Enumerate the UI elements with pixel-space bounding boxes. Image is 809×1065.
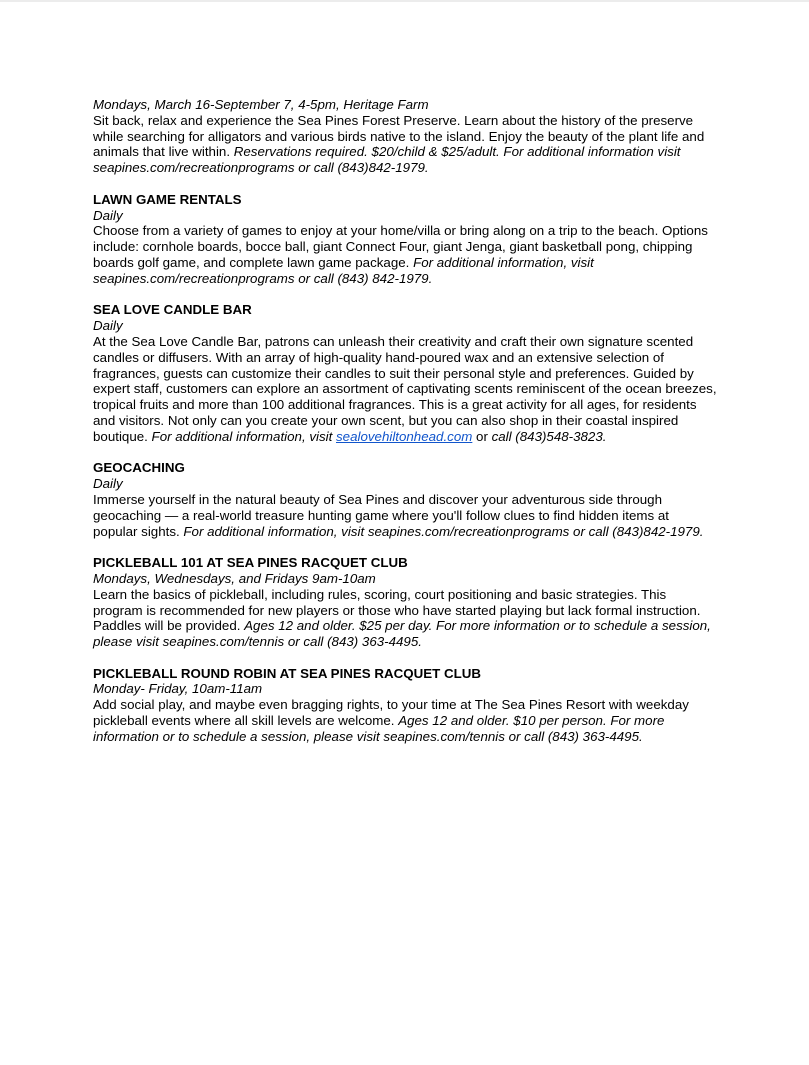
text-run: For additional information, visit — [151, 428, 336, 444]
text-run: Reservations required. $20/child & $25/adult. For additional information visit seapines.com/recreationprograms or call (843)842-1979. — [93, 144, 681, 176]
section-forest-preserve-tour — [93, 97, 717, 176]
section-body — [93, 587, 717, 650]
section-heading: LAWN GAME RENTALS — [93, 191, 242, 207]
section-body — [93, 113, 717, 176]
section-schedule: Mondays, March 16-September 7, 4-5pm, Heritage Farm — [93, 97, 429, 112]
section-geocaching — [93, 460, 717, 539]
section-schedule: Daily — [93, 318, 123, 334]
document-content — [93, 97, 717, 745]
section-heading: GEOCACHING — [93, 460, 185, 476]
section-schedule: Mondays, Wednesdays, and Fridays 9am-10am — [93, 570, 376, 586]
text-run: At the Sea Love Candle Bar, patrons can unleash their creativity and craft their own signature scented candles or diffusers. With an array of high-quality hand-poured wax and an extensive selection of fragrances, guests can customize their candles to suit their personal style and preferences. Guided by expert staff, customers can explore an assortment of captivating scents reminiscent of the ocean breezes, tropical fruits and more than 100 additional fragrances. This is a great activity for all ages, for residents and visitors. Not only can you create your own scent, but you can also shop in their coastal inspired boutique. — [93, 333, 717, 444]
text-run: Learn the basics of pickleball, including rules, scoring, court positioning and basic strategies. This program is recommended for new players or those who have started playing but lack formal instruction. Paddles will be provided. — [93, 586, 701, 634]
section-schedule: Daily — [93, 207, 123, 223]
text-run: Ages 12 and older. $10 per person. For more information or to schedule a session, please visit seapines.com/tennis or call (843) 363-4495. — [93, 713, 665, 744]
section-sea-love-candle-bar — [93, 302, 717, 444]
text-run: or — [472, 428, 492, 444]
section-heading: PICKLEBALL ROUND ROBIN AT SEA PINES RACQUET CLUB — [93, 665, 482, 681]
section-pickleball-101 — [93, 555, 717, 650]
section-body — [93, 334, 717, 445]
section-body — [93, 492, 717, 539]
text-run: call (843)548-3823. — [491, 428, 607, 444]
section-schedule: Daily — [93, 476, 123, 492]
section-heading: PICKLEBALL 101 AT SEA PINES RACQUET CLUB — [93, 555, 408, 571]
text-run: Ages 12 and older. $25 per day. For more information or to schedule a session, please visit seapines.com/tennis or call (843) 363-4495. — [93, 618, 711, 650]
section-pickleball-round-robin — [93, 666, 717, 745]
section-body — [93, 697, 717, 744]
section-heading: SEA LOVE CANDLE BAR — [93, 302, 252, 318]
text-run: Immerse yourself in the natural beauty of Sea Pines and discover your adventurous side through geocaching — a real-world treasure hunting game where you'll follow clues to find hidden items at popular sights. — [93, 491, 669, 539]
text-run: Choose from a variety of games to enjoy at your home/villa or bring along on a trip to the beach. Options include: cornhole boards, bocce ball, giant Connect Four, giant Jenga, giant basketball pong, chipping boards golf game, and complete lawn game package. — [93, 223, 708, 270]
text-run: For additional information, visit seapines.com/recreationprograms or call (843) 842-1979. — [93, 254, 594, 286]
text-run: Sit back, relax and experience the Sea Pines Forest Preserve. Learn about the history of the preserve while searching for alligators and various birds native to the island. Enjoy the beauty of the plant life and animals that live within. — [93, 112, 705, 160]
text-run: For additional information, visit seapines.com/recreationprograms or call (843)842-1979. — [183, 523, 704, 539]
text-run: Add social play, and maybe even bragging rights, to your time at The Sea Pines Resort with weekday pickleball events where all skill levels are welcome. — [93, 697, 689, 729]
sealovehiltonhead-link[interactable]: sealovehiltonhead.com — [336, 428, 473, 444]
section-schedule: Monday- Friday, 10am-11am — [93, 681, 263, 697]
section-lawn-game-rentals — [93, 192, 717, 287]
section-body — [93, 223, 717, 286]
